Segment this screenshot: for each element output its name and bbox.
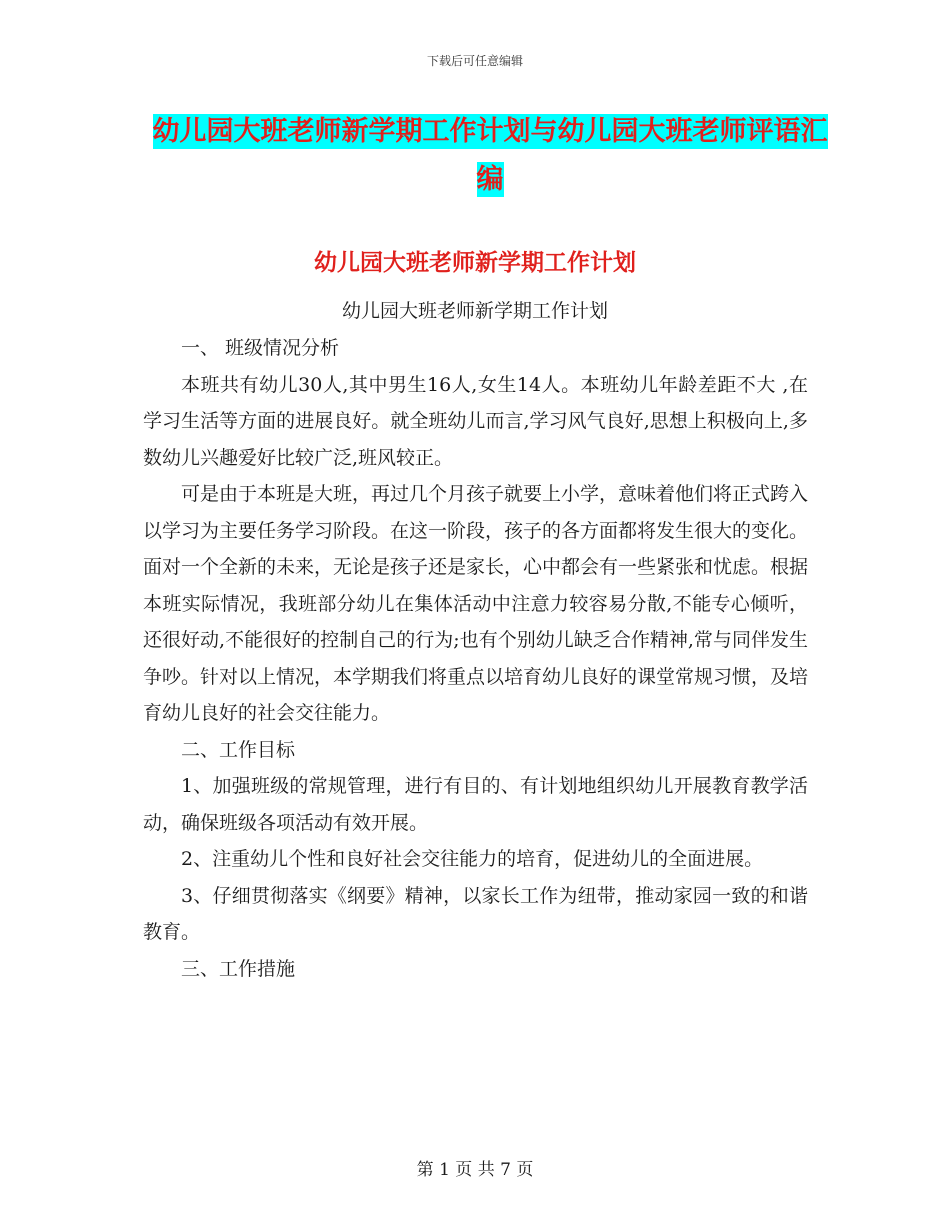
paragraph-goal-1: 1、加强班级的常规管理，进行有目的、有计划地组织幼儿开展教育教学活动，确保班级各项活动有效开展。 xyxy=(143,775,808,834)
document-title xyxy=(140,108,840,204)
heading-work-measures: 三、工作措施 xyxy=(181,957,296,980)
header-note: 下载后可任意编辑 xyxy=(426,54,523,68)
document-body xyxy=(143,330,808,987)
paragraph-class-challenges: 可是由于本班是大班，再过几个月孩子就要上小学，意味着他们将正式跨入以学习为主要任务学习阶段。在这一阶段，孩子的各方面都将发生很大的变化。面对一个全新的未来，无论是孩子还是家长，心中都会有一些紧张和忧虑。根据本班实际情况，我班部分幼儿在集体活动中注意力较容易分散,不能专心倾听，还很好动,不能很好的控制自己的行为;也有个别幼儿缺乏合作精神,常与同伴发生争吵。针对以上情况，本学期我们将重点以培育幼儿良好的课堂常规习惯，及培育幼儿良好的社会交往能力。 xyxy=(143,483,809,724)
heading-work-goals: 二、工作目标 xyxy=(181,738,296,761)
document-title-text: 幼儿园大班老师新学期工作计划与幼儿园大班老师评语汇编 xyxy=(152,116,828,195)
section-subtitle: 幼儿园大班老师新学期工作计划 xyxy=(341,300,608,322)
paragraph-class-overview: 本班共有幼儿30人,其中男生16人,女生14人。本班幼儿年龄差距不大 ,在学习生活等方面的进展良好。就全班幼儿而言,学习风气良好,思想上积极向上,多数幼儿兴趣爱好比较广泛,班风较正。 xyxy=(143,373,808,469)
paragraph-goal-2: 2、注重幼儿个性和良好社会交往能力的培育，促进幼儿的全面进展。 xyxy=(181,848,764,870)
paragraph-goal-3: 3、仔细贯彻落实《纲要》精神，以家长工作为纽带，推动家园一致的和谐教育。 xyxy=(143,884,808,943)
section-title: 幼儿园大班老师新学期工作计划 xyxy=(314,250,636,276)
page-indicator: 第 1 页 共 7 页 xyxy=(416,1160,534,1180)
heading-class-analysis: 一、 班级情况分析 xyxy=(181,337,340,359)
